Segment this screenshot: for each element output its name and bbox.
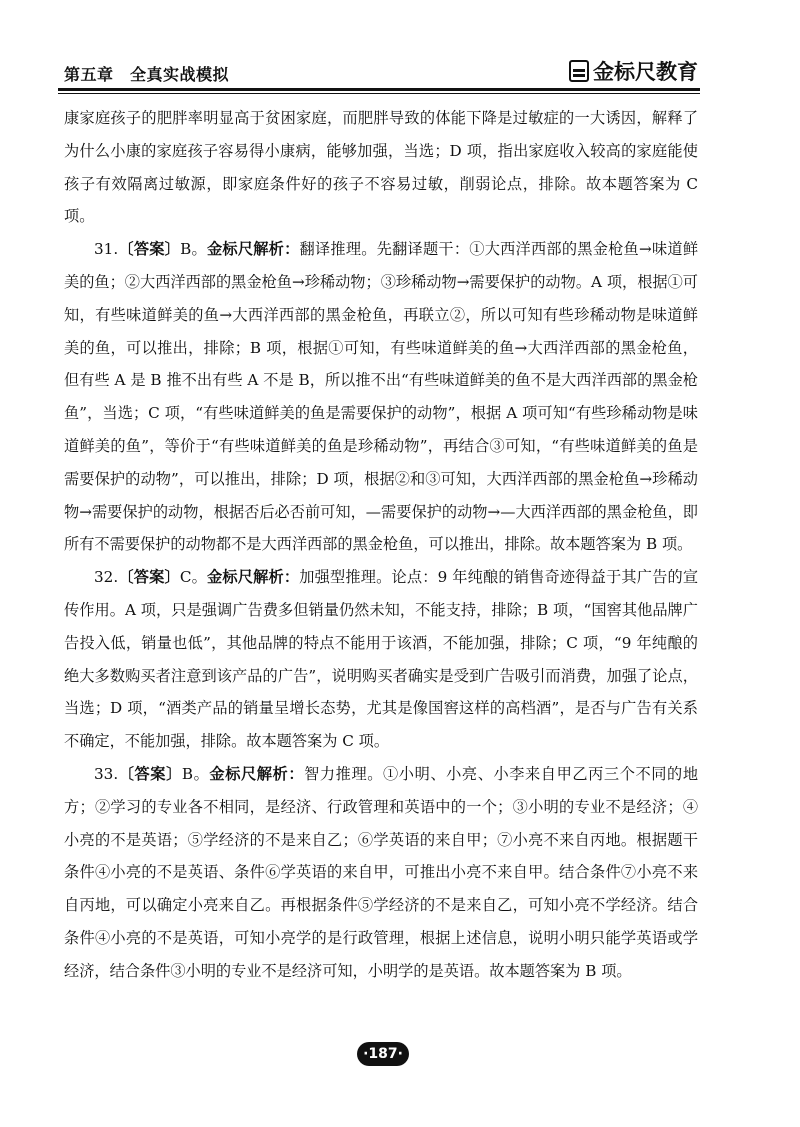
continued-paragraph: 康家庭孩子的肥胖率明显高于贫困家庭，而肥胖导致的体能下降是过敏症的一大诱因，解释了为什么小康的家庭孩子容易得小康病，能够加强，当选；D 项，指出家庭收入较高的家庭能使孩子有效隔离过敏源，即家庭条件好的孩子不容易过敏，削弱论点，排除。故本题答案为 C 项。	[64, 109, 698, 226]
page-header	[58, 56, 700, 90]
analysis-text: 智力推理。①小明、小亮、小李来自甲乙丙三个不同的地方；②学习的专业各不相同，是经济、行政管理和英语中的一个；③小明的专业不是经济；④小亮的不是英语；⑤学经济的不是来自乙；⑥学英语的来自甲；⑦小亮不来自丙地。根据题干条件④小亮的不是英语、条件⑥学英语的来自甲，可推出小亮不来自甲。结合条件⑦小亮不来自丙地，可以确定小亮来自乙。再根据条件⑤学经济的不是来自乙，可知小亮不学经济。结合条件④小亮的不是英语，可知小亮学的是行政管理，根据上述信息，说明小明只能学英语或学经济，结合条件③小明的专业不是经济可知，小明学的是英语。故本题答案为 B 项。	[64, 764, 699, 980]
answer-label: 〔答案〕	[118, 764, 182, 783]
analysis-label: 金标尺解析：	[206, 240, 300, 259]
question-number: 33.	[94, 764, 119, 783]
analysis-text: 翻译推理。先翻译题干：①大西洋西部的黑金枪鱼→味道鲜美的鱼；②大西洋西部的黑金枪鱼→珍稀动物；③珍稀动物→需要保护的动物。A 项，根据①可知，有些味道鲜美的鱼→大西洋西部的黑金枪鱼，再联立②，所以可知有些珍稀动物是味道鲜美的鱼，可以推出，排除；B 项，根据①可知，有些味道鲜美的鱼→大西洋西部的黑金枪鱼，但有些 A 是 B 推不出有些 A 不是 B，所以推不出“有些味道鲜美的鱼不是大西洋西部的黑金枪鱼”，当选；C 项，“有些味道鲜美的鱼是需要保护的动物”，根据 A 项可知“有些珍稀动物是味道鲜美的鱼”，等价于“有些味道鲜美的鱼是珍稀动物”，再结合③可知，“有些味道鲜美的鱼是需要保护的动物”，可以推出，排除；D 项，根据②和③可知，大西洋西部的黑金枪鱼→珍稀动物→需要保护的动物，根据否后必否前可知，—需要保护的动物→—大西洋西部的黑金枪鱼，即所有不需要保护的动物都不是大西洋西部的黑金枪鱼，可以推出，排除。故本题答案为 B 项。	[64, 240, 699, 554]
answer-label: 〔答案〕	[118, 568, 180, 587]
question-number: 31.	[94, 240, 119, 259]
analysis-text: 加强型推理。论点：9 年纯酿的销售奇迹得益于其广告的宣传作用。A 项，只是强调广告费多但销量仍然未知，不能支持，排除；B 项，“国窖其他品牌广告投入低，销量也低”，其他品牌的特点不能用于该酒，不能加强，排除；C 项，“9 年纯酿的绝大多数购买者注意到该产品的广告”，说明购买者确实是受到广告吸引而消费，加强了论点，当选；D 项，“酒类产品的销量呈增长态势，尤其是像国窖这样的高档酒”，是否与广告有关系不确定，不能加强，排除。故本题答案为 C 项。	[64, 568, 699, 751]
answer-value: C。	[179, 568, 208, 587]
answer-value: B。	[181, 764, 210, 783]
header-rule-thick	[58, 88, 700, 91]
analysis-label: 金标尺解析：	[207, 568, 300, 587]
analysis-label: 金标尺解析：	[209, 764, 305, 783]
chapter-title: 第五章 全真实战模拟	[64, 65, 230, 84]
question-31-explanation	[64, 233, 698, 561]
book-icon	[569, 60, 589, 82]
logo-text: 金标尺教育	[593, 60, 698, 84]
page-number: ·187·	[357, 1042, 409, 1066]
answer-value: B。	[180, 240, 207, 259]
question-number: 32.	[94, 568, 119, 587]
question-32-explanation	[64, 561, 698, 758]
question-33-explanation	[64, 758, 698, 988]
header-rule-thin	[58, 93, 700, 94]
publisher-logo	[569, 56, 698, 86]
page-body	[64, 102, 698, 988]
answer-label: 〔答案〕	[118, 240, 181, 259]
